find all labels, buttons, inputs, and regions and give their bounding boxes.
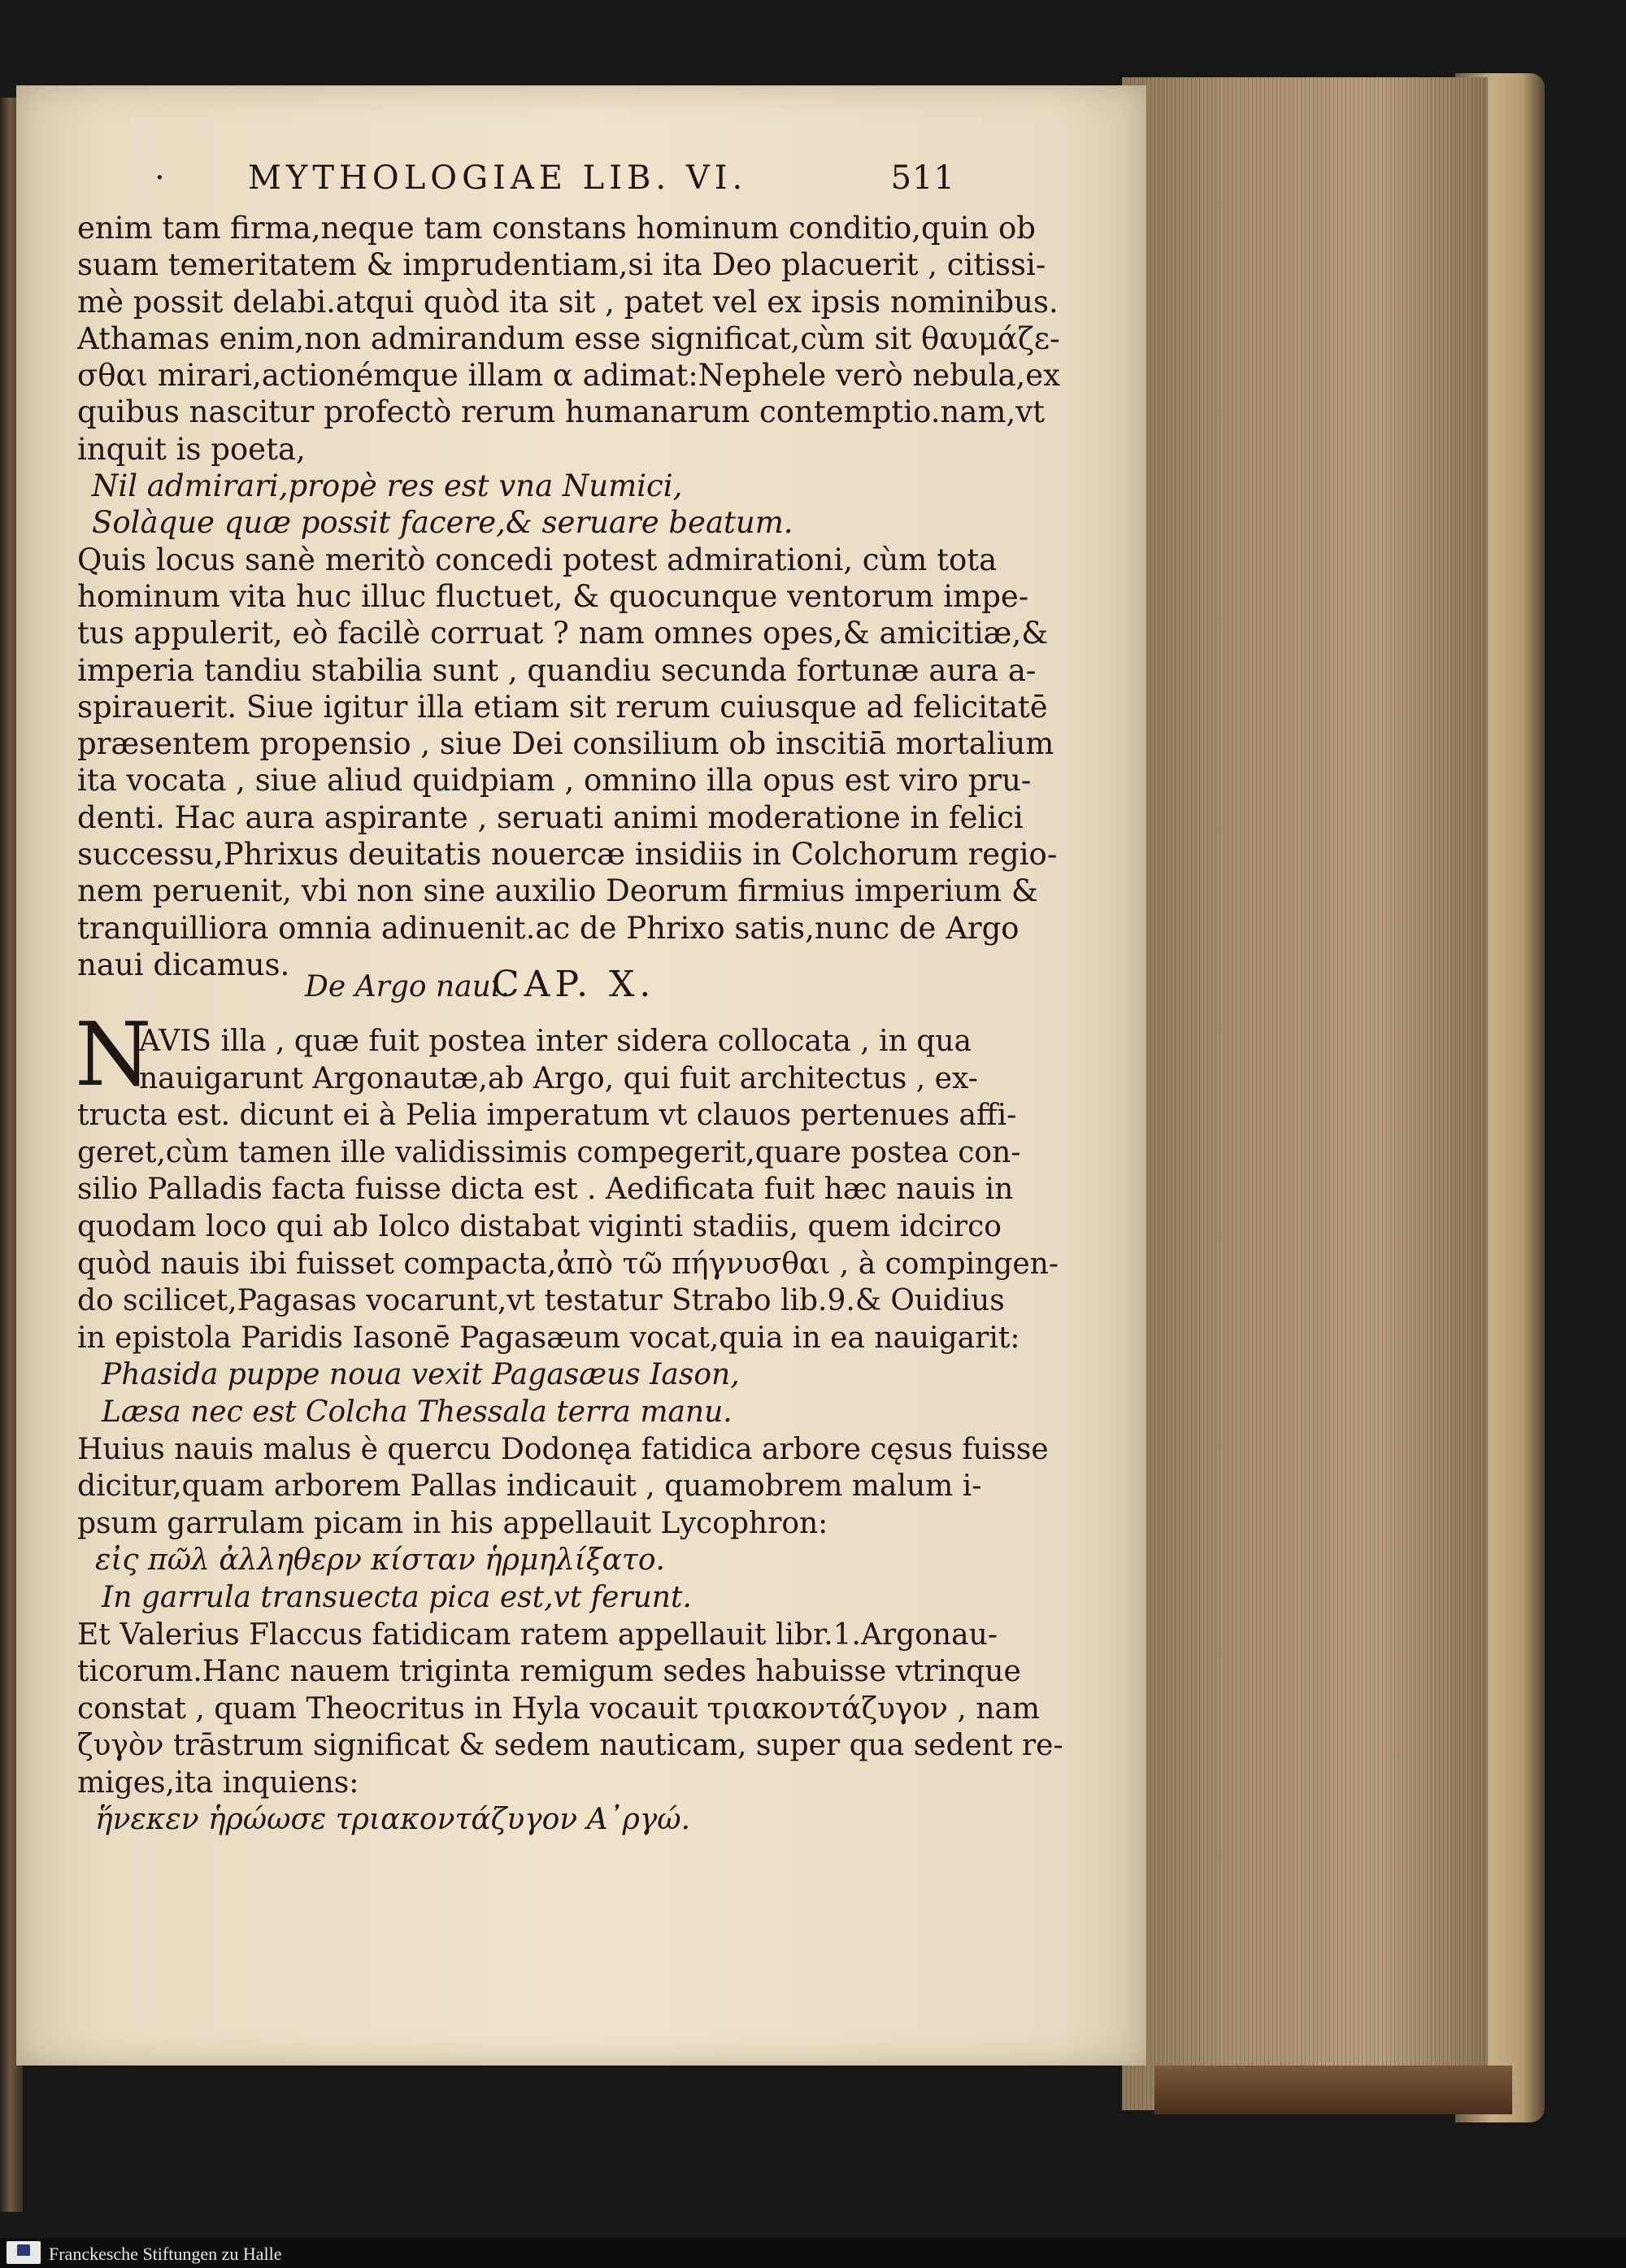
text-line: in epistola Paridis Iasonē Pagasæum vocat,quia in ea nauigarit: <box>77 1321 1020 1355</box>
chapter-title: De Argo naui. <box>305 970 510 1003</box>
footer-label: Franckesche Stiftungen zu Halle <box>49 2244 282 2264</box>
page-number: 511 <box>890 159 955 197</box>
text-line: psum garrulam picam in his appellauit Lycophron: <box>77 1506 828 1540</box>
text-line: suam temeritatem & imprudentiam,si ita Deo placuerit , citissi- <box>77 247 1046 283</box>
text-line: enim tam firma,neque tam constans hominum conditio,quin ob <box>77 211 1036 246</box>
text-line: geret,cùm tamen ille validissimis compegerit,quare postea con- <box>77 1135 1021 1169</box>
verse-line: In garrula transuecta pica est,vt ferunt. <box>102 1580 692 1614</box>
greek-line: ἥνεκεν ἡρώωσε τριακοντάζυγον Α᾽ργώ. <box>95 1803 691 1837</box>
text-line: miges,ita inquiens: <box>77 1765 359 1800</box>
running-head <box>77 159 955 200</box>
running-head-title: MYTHOLOGIAE LIB. VI. <box>248 159 748 197</box>
text-line: ζυγὸν trāstrum significat & sedem nauticam, super qua sedent re- <box>77 1729 1063 1763</box>
text-line: imperia tandiu stabilia sunt , quandiu secunda fortunæ aura a- <box>77 652 1037 688</box>
text-line: dicitur,quam arborem Pallas indicauit , quamobrem malum i- <box>77 1469 982 1504</box>
verse-line: Phasida puppe noua vexit Pagasæus Iason, <box>102 1358 740 1392</box>
text-line: σθαι mirari,actionémque illam α adimat:Nephele verò nebula,ex <box>77 358 1061 394</box>
text-line: nem peruenit, vbi non sine auxilio Deorum firmius imperium & <box>77 873 1038 909</box>
text-block-b <box>77 1023 1063 1839</box>
text-line: Et Valerius Flaccus fatidicam ratem appellauit libr.1.Argonau- <box>77 1617 998 1652</box>
text-line: tus appulerit, eò facilè corruat ? nam omnes opes,& amicitiæ,& <box>77 616 1049 651</box>
text-line: Quis locus sanè meritò concedi potest admirationi, cùm tota <box>77 542 998 577</box>
text-line: nauigarunt Argonautæ,ab Argo, qui fuit architectus , ex- <box>139 1061 978 1095</box>
text-line: tructa est. dicunt ei à Pelia imperatum vt clauos pertenues affi- <box>77 1099 1017 1133</box>
text-line: inquit is poeta, <box>77 431 306 467</box>
greek-line: εἰς πῶλ ἀλληθερν κίσταν ἡρμηλίξατο. <box>95 1543 665 1578</box>
footer-bar <box>0 2238 1626 2268</box>
text-line: naui dicamus. <box>77 947 290 982</box>
text-line: do scilicet,Pagasas vocarunt,vt testatur Strabo lib.9.& Ouidius <box>77 1284 1005 1318</box>
page-fore-edge <box>1122 77 1488 2110</box>
verse-line: Nil admirari,propè res est vna Numici, <box>92 468 683 504</box>
binding-bottom <box>1154 2066 1512 2114</box>
chapter-number: CAP. X. <box>492 964 656 1005</box>
running-head-mark: · <box>154 159 170 197</box>
text-line: ticorum.Hanc nauem triginta remigum sedes habuisse vtrinque <box>77 1655 1021 1689</box>
text-line: ita vocata , siue aliud quidpiam , omnino illa opus est viro pru- <box>77 763 1032 799</box>
text-line: mè possit delabi.atqui quòd ita sit , patet vel ex ipsis nominibus. <box>77 284 1059 320</box>
verse-line: Solàque quæ possit facere,& seruare beatum. <box>92 505 793 541</box>
text-line: silio Palladis facta fuisse dicta est . Aedificata fuit hæc nauis in <box>77 1173 1014 1207</box>
text-line: spirauerit. Siue igitur illa etiam sit rerum cuiusque ad felicitatē <box>77 689 1048 725</box>
institution-logo-icon <box>7 2241 41 2264</box>
text-line: præsentem propensio , siue Dei consilium ob inscitiā mortalium <box>77 726 1054 762</box>
text-line: constat , quam Theocritus in Hyla vocauit τριακοντάζυγον , nam <box>77 1691 1041 1726</box>
text-line: tranquilliora omnia adinuenit.ac de Phrixo satis,nunc de Argo <box>77 910 1020 946</box>
text-line: quòd nauis ibi fuisset compacta,ἀπὸ τῶ πήγνυσθαι , à compingen- <box>77 1247 1059 1281</box>
verse-line: Læsa nec est Colcha Thessala terra manu. <box>102 1395 733 1429</box>
text-line: AVIS illa , quæ fuit postea inter sidera collocata , in qua <box>139 1025 972 1058</box>
text-line: quodam loco qui ab Iolco distabat viginti stadiis, quem idcirco <box>77 1209 1002 1243</box>
text-block-a <box>77 210 1061 983</box>
text-line: denti. Hac aura aspirante , seruati animi moderatione in felici <box>77 799 1024 835</box>
text-line: quibus nascitur profectò rerum humanarum contemptio.nam,vt <box>77 394 1046 430</box>
chapter-heading <box>77 964 955 1012</box>
text-line: successu,Phrixus deuitatis nouercæ insidiis in Colchorum regio- <box>77 837 1058 873</box>
text-line: hominum vita huc illuc fluctuet, & quocunque ventorum impe- <box>77 578 1029 614</box>
drop-capital: N <box>75 1004 152 1106</box>
text-line: Athamas enim,non admirandum esse significat,cùm sit θαυμάζε- <box>77 320 1060 356</box>
text-line: Huius nauis malus è quercu Dodonęa fatidica arbore cęsus fuisse <box>77 1432 1049 1466</box>
